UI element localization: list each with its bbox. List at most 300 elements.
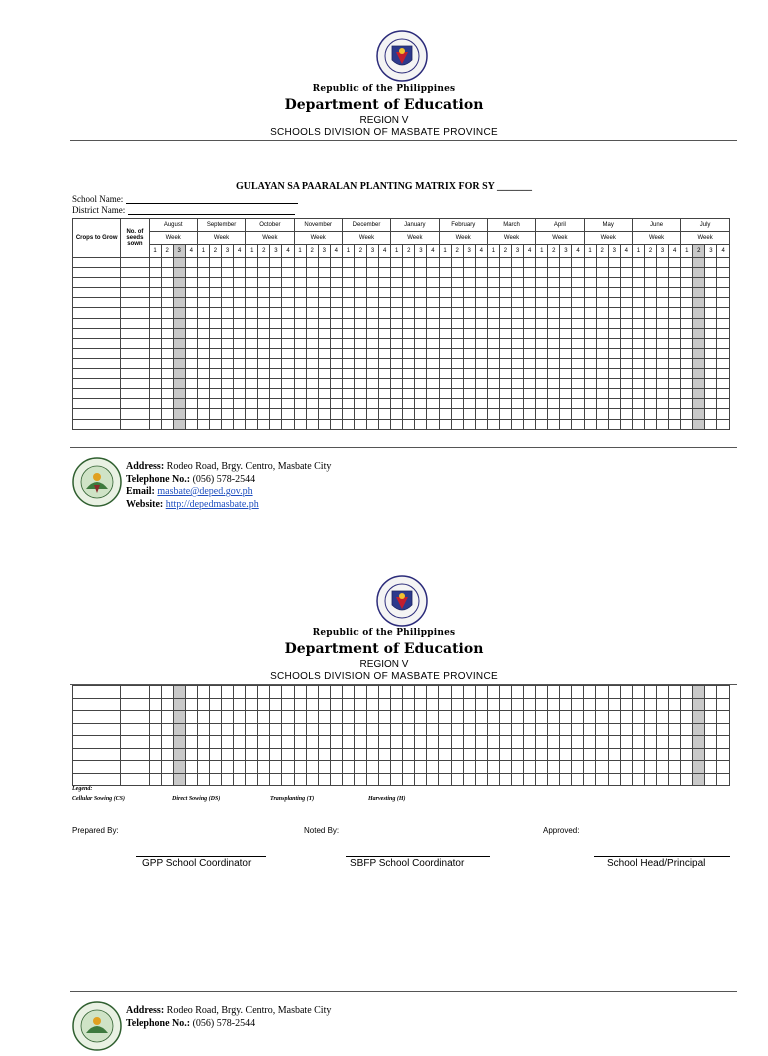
- week-cell[interactable]: [523, 686, 535, 699]
- week-cell[interactable]: [572, 338, 584, 348]
- week-cell[interactable]: [161, 748, 173, 761]
- week-cell[interactable]: [439, 328, 451, 338]
- week-cell[interactable]: [379, 409, 391, 419]
- week-cell[interactable]: [197, 773, 209, 786]
- week-cell[interactable]: [512, 298, 524, 308]
- week-cell[interactable]: [391, 711, 403, 724]
- week-cell[interactable]: [439, 348, 451, 358]
- week-cell[interactable]: [342, 318, 354, 328]
- week-cell[interactable]: [608, 723, 620, 736]
- week-cell[interactable]: [681, 711, 693, 724]
- week-cell[interactable]: [354, 711, 366, 724]
- week-cell[interactable]: [439, 409, 451, 419]
- week-cell[interactable]: [596, 686, 608, 699]
- week-cell[interactable]: [379, 748, 391, 761]
- week-cell[interactable]: [584, 736, 596, 749]
- week-cell[interactable]: [620, 773, 632, 786]
- week-cell[interactable]: [415, 318, 427, 328]
- week-cell[interactable]: [620, 298, 632, 308]
- week-cell[interactable]: [342, 268, 354, 278]
- week-cell[interactable]: [536, 338, 548, 348]
- week-cell[interactable]: [427, 389, 439, 399]
- week-cell[interactable]: [681, 773, 693, 786]
- week-cell[interactable]: [234, 686, 246, 699]
- week-cell[interactable]: [620, 358, 632, 368]
- week-cell[interactable]: [173, 348, 185, 358]
- week-cell[interactable]: [197, 736, 209, 749]
- week-cell[interactable]: [318, 419, 330, 429]
- week-cell[interactable]: [161, 338, 173, 348]
- week-cell[interactable]: [511, 723, 523, 736]
- week-cell[interactable]: [258, 288, 270, 298]
- week-cell[interactable]: [379, 278, 391, 288]
- week-cell[interactable]: [149, 379, 161, 389]
- seeds-cell[interactable]: [121, 698, 149, 711]
- week-cell[interactable]: [306, 298, 318, 308]
- week-cell[interactable]: [560, 761, 572, 774]
- week-cell[interactable]: [185, 711, 197, 724]
- week-cell[interactable]: [149, 308, 161, 318]
- week-cell[interactable]: [572, 773, 584, 786]
- week-cell[interactable]: [367, 358, 379, 368]
- week-cell[interactable]: [681, 338, 693, 348]
- week-cell[interactable]: [282, 348, 294, 358]
- week-cell[interactable]: [705, 328, 717, 338]
- week-cell[interactable]: [451, 711, 463, 724]
- week-cell[interactable]: [330, 369, 342, 379]
- week-cell[interactable]: [149, 389, 161, 399]
- week-cell[interactable]: [632, 358, 644, 368]
- week-cell[interactable]: [620, 338, 632, 348]
- week-cell[interactable]: [693, 258, 705, 268]
- week-cell[interactable]: [669, 268, 681, 278]
- week-cell[interactable]: [391, 389, 403, 399]
- week-cell[interactable]: [173, 328, 185, 338]
- week-cell[interactable]: [499, 686, 511, 699]
- week-cell[interactable]: [330, 409, 342, 419]
- week-cell[interactable]: [475, 308, 487, 318]
- week-cell[interactable]: [608, 698, 620, 711]
- week-cell[interactable]: [596, 288, 608, 298]
- week-cell[interactable]: [584, 258, 596, 268]
- week-cell[interactable]: [584, 773, 596, 786]
- week-cell[interactable]: [705, 369, 717, 379]
- week-cell[interactable]: [668, 711, 680, 724]
- week-cell[interactable]: [149, 773, 161, 786]
- week-cell[interactable]: [487, 748, 499, 761]
- district-name-field[interactable]: [128, 205, 295, 215]
- week-cell[interactable]: [681, 723, 693, 736]
- week-cell[interactable]: [270, 348, 282, 358]
- week-cell[interactable]: [572, 399, 584, 409]
- week-cell[interactable]: [282, 698, 294, 711]
- week-cell[interactable]: [511, 711, 523, 724]
- week-cell[interactable]: [705, 723, 717, 736]
- week-cell[interactable]: [185, 288, 197, 298]
- week-cell[interactable]: [608, 369, 620, 379]
- week-cell[interactable]: [524, 308, 536, 318]
- week-cell[interactable]: [367, 338, 379, 348]
- week-cell[interactable]: [644, 308, 656, 318]
- week-cell[interactable]: [632, 369, 644, 379]
- week-cell[interactable]: [572, 698, 584, 711]
- week-cell[interactable]: [499, 399, 511, 409]
- week-cell[interactable]: [487, 258, 499, 268]
- week-cell[interactable]: [246, 723, 258, 736]
- week-cell[interactable]: [463, 748, 475, 761]
- week-cell[interactable]: [427, 258, 439, 268]
- week-cell[interactable]: [403, 328, 415, 338]
- week-cell[interactable]: [149, 268, 161, 278]
- week-cell[interactable]: [185, 723, 197, 736]
- week-cell[interactable]: [681, 328, 693, 338]
- week-cell[interactable]: [644, 723, 656, 736]
- week-cell[interactable]: [693, 268, 705, 278]
- week-cell[interactable]: [584, 358, 596, 368]
- week-cell[interactable]: [463, 338, 475, 348]
- week-cell[interactable]: [608, 389, 620, 399]
- week-cell[interactable]: [536, 288, 548, 298]
- week-cell[interactable]: [185, 748, 197, 761]
- week-cell[interactable]: [717, 278, 730, 288]
- week-cell[interactable]: [536, 268, 548, 278]
- week-cell[interactable]: [367, 348, 379, 358]
- week-cell[interactable]: [632, 328, 644, 338]
- week-cell[interactable]: [608, 338, 620, 348]
- week-cell[interactable]: [536, 736, 548, 749]
- week-cell[interactable]: [657, 318, 669, 328]
- week-cell[interactable]: [475, 298, 487, 308]
- week-cell[interactable]: [318, 308, 330, 318]
- week-cell[interactable]: [572, 278, 584, 288]
- week-cell[interactable]: [536, 369, 548, 379]
- week-cell[interactable]: [523, 761, 535, 774]
- week-cell[interactable]: [548, 389, 560, 399]
- week-cell[interactable]: [584, 328, 596, 338]
- week-cell[interactable]: [330, 711, 342, 724]
- week-cell[interactable]: [415, 409, 427, 419]
- week-cell[interactable]: [149, 369, 161, 379]
- week-cell[interactable]: [620, 748, 632, 761]
- week-cell[interactable]: [270, 399, 282, 409]
- week-cell[interactable]: [669, 389, 681, 399]
- week-cell[interactable]: [560, 338, 572, 348]
- week-cell[interactable]: [620, 761, 632, 774]
- week-cell[interactable]: [342, 278, 354, 288]
- week-cell[interactable]: [475, 258, 487, 268]
- week-cell[interactable]: [246, 338, 258, 348]
- week-cell[interactable]: [330, 379, 342, 389]
- week-cell[interactable]: [560, 419, 572, 429]
- week-cell[interactable]: [524, 379, 536, 389]
- week-cell[interactable]: [427, 369, 439, 379]
- week-cell[interactable]: [705, 711, 717, 724]
- week-cell[interactable]: [342, 348, 354, 358]
- week-cell[interactable]: [318, 748, 330, 761]
- week-cell[interactable]: [258, 348, 270, 358]
- week-cell[interactable]: [161, 399, 173, 409]
- week-cell[interactable]: [391, 761, 403, 774]
- week-cell[interactable]: [463, 298, 475, 308]
- week-cell[interactable]: [330, 773, 342, 786]
- week-cell[interactable]: [548, 298, 560, 308]
- week-cell[interactable]: [524, 278, 536, 288]
- week-cell[interactable]: [270, 278, 282, 288]
- week-cell[interactable]: [548, 278, 560, 288]
- week-cell[interactable]: [149, 686, 161, 699]
- crop-cell[interactable]: [73, 278, 121, 288]
- week-cell[interactable]: [354, 389, 366, 399]
- week-cell[interactable]: [197, 338, 209, 348]
- week-cell[interactable]: [475, 761, 487, 774]
- week-cell[interactable]: [391, 369, 403, 379]
- week-cell[interactable]: [222, 399, 234, 409]
- week-cell[interactable]: [403, 711, 415, 724]
- week-cell[interactable]: [330, 318, 342, 328]
- week-cell[interactable]: [548, 318, 560, 328]
- week-cell[interactable]: [222, 748, 234, 761]
- week-cell[interactable]: [270, 358, 282, 368]
- week-cell[interactable]: [693, 723, 705, 736]
- week-cell[interactable]: [620, 308, 632, 318]
- week-cell[interactable]: [161, 736, 173, 749]
- crop-cell[interactable]: [73, 761, 121, 774]
- week-cell[interactable]: [246, 369, 258, 379]
- week-cell[interactable]: [354, 419, 366, 429]
- week-cell[interactable]: [439, 379, 451, 389]
- week-cell[interactable]: [258, 308, 270, 318]
- seeds-cell[interactable]: [121, 409, 149, 419]
- week-cell[interactable]: [294, 358, 306, 368]
- week-cell[interactable]: [524, 258, 536, 268]
- week-cell[interactable]: [705, 318, 717, 328]
- week-cell[interactable]: [512, 288, 524, 298]
- week-cell[interactable]: [427, 288, 439, 298]
- week-cell[interactable]: [608, 358, 620, 368]
- week-cell[interactable]: [246, 389, 258, 399]
- week-cell[interactable]: [560, 399, 572, 409]
- week-cell[interactable]: [657, 258, 669, 268]
- week-cell[interactable]: [548, 258, 560, 268]
- week-cell[interactable]: [403, 379, 415, 389]
- week-cell[interactable]: [173, 419, 185, 429]
- week-cell[interactable]: [306, 761, 318, 774]
- crop-cell[interactable]: [73, 358, 121, 368]
- week-cell[interactable]: [197, 723, 209, 736]
- week-cell[interactable]: [548, 419, 560, 429]
- week-cell[interactable]: [318, 399, 330, 409]
- week-cell[interactable]: [318, 258, 330, 268]
- week-cell[interactable]: [185, 338, 197, 348]
- week-cell[interactable]: [330, 268, 342, 278]
- week-cell[interactable]: [632, 298, 644, 308]
- week-cell[interactable]: [222, 308, 234, 318]
- week-cell[interactable]: [693, 409, 705, 419]
- week-cell[interactable]: [415, 338, 427, 348]
- week-cell[interactable]: [681, 318, 693, 328]
- week-cell[interactable]: [548, 308, 560, 318]
- week-cell[interactable]: [209, 308, 221, 318]
- week-cell[interactable]: [608, 419, 620, 429]
- week-cell[interactable]: [451, 348, 463, 358]
- week-cell[interactable]: [222, 298, 234, 308]
- week-cell[interactable]: [427, 348, 439, 358]
- week-cell[interactable]: [354, 399, 366, 409]
- week-cell[interactable]: [427, 338, 439, 348]
- week-cell[interactable]: [270, 698, 282, 711]
- week-cell[interactable]: [318, 328, 330, 338]
- week-cell[interactable]: [294, 698, 306, 711]
- week-cell[interactable]: [234, 328, 246, 338]
- week-cell[interactable]: [149, 761, 161, 774]
- week-cell[interactable]: [427, 723, 439, 736]
- week-cell[interactable]: [330, 278, 342, 288]
- week-cell[interactable]: [185, 761, 197, 774]
- week-cell[interactable]: [523, 711, 535, 724]
- week-cell[interactable]: [258, 389, 270, 399]
- week-cell[interactable]: [354, 698, 366, 711]
- week-cell[interactable]: [632, 409, 644, 419]
- week-cell[interactable]: [234, 318, 246, 328]
- week-cell[interactable]: [185, 409, 197, 419]
- week-cell[interactable]: [439, 761, 451, 774]
- week-cell[interactable]: [149, 288, 161, 298]
- week-cell[interactable]: [644, 389, 656, 399]
- week-cell[interactable]: [656, 711, 668, 724]
- week-cell[interactable]: [572, 723, 584, 736]
- week-cell[interactable]: [161, 723, 173, 736]
- week-cell[interactable]: [451, 698, 463, 711]
- week-cell[interactable]: [282, 419, 294, 429]
- week-cell[interactable]: [270, 723, 282, 736]
- week-cell[interactable]: [475, 686, 487, 699]
- week-cell[interactable]: [656, 686, 668, 699]
- seeds-cell[interactable]: [121, 761, 149, 774]
- week-cell[interactable]: [294, 278, 306, 288]
- week-cell[interactable]: [608, 773, 620, 786]
- week-cell[interactable]: [451, 328, 463, 338]
- week-cell[interactable]: [620, 328, 632, 338]
- week-cell[interactable]: [318, 773, 330, 786]
- week-cell[interactable]: [367, 379, 379, 389]
- week-cell[interactable]: [222, 268, 234, 278]
- week-cell[interactable]: [306, 338, 318, 348]
- week-cell[interactable]: [451, 389, 463, 399]
- week-cell[interactable]: [234, 389, 246, 399]
- week-cell[interactable]: [511, 748, 523, 761]
- seeds-cell[interactable]: [121, 348, 149, 358]
- week-cell[interactable]: [403, 278, 415, 288]
- week-cell[interactable]: [487, 358, 499, 368]
- week-cell[interactable]: [705, 379, 717, 389]
- week-cell[interactable]: [149, 298, 161, 308]
- week-cell[interactable]: [246, 773, 258, 786]
- week-cell[interactable]: [596, 268, 608, 278]
- week-cell[interactable]: [681, 268, 693, 278]
- week-cell[interactable]: [173, 308, 185, 318]
- week-cell[interactable]: [209, 399, 221, 409]
- week-cell[interactable]: [173, 258, 185, 268]
- week-cell[interactable]: [560, 711, 572, 724]
- week-cell[interactable]: [234, 409, 246, 419]
- week-cell[interactable]: [644, 711, 656, 724]
- week-cell[interactable]: [620, 389, 632, 399]
- week-cell[interactable]: [427, 308, 439, 318]
- week-cell[interactable]: [149, 258, 161, 268]
- week-cell[interactable]: [439, 389, 451, 399]
- week-cell[interactable]: [632, 748, 644, 761]
- email-link[interactable]: masbate@deped.gov.ph: [157, 486, 253, 497]
- seeds-cell[interactable]: [121, 748, 149, 761]
- week-cell[interactable]: [161, 369, 173, 379]
- week-cell[interactable]: [161, 318, 173, 328]
- week-cell[interactable]: [185, 379, 197, 389]
- week-cell[interactable]: [512, 318, 524, 328]
- week-cell[interactable]: [330, 258, 342, 268]
- week-cell[interactable]: [536, 389, 548, 399]
- week-cell[interactable]: [620, 409, 632, 419]
- week-cell[interactable]: [366, 723, 378, 736]
- week-cell[interactable]: [246, 748, 258, 761]
- week-cell[interactable]: [209, 348, 221, 358]
- week-cell[interactable]: [330, 389, 342, 399]
- week-cell[interactable]: [693, 686, 705, 699]
- week-cell[interactable]: [379, 288, 391, 298]
- week-cell[interactable]: [584, 318, 596, 328]
- week-cell[interactable]: [415, 288, 427, 298]
- week-cell[interactable]: [705, 773, 717, 786]
- week-cell[interactable]: [632, 399, 644, 409]
- week-cell[interactable]: [173, 288, 185, 298]
- week-cell[interactable]: [487, 318, 499, 328]
- week-cell[interactable]: [475, 711, 487, 724]
- week-cell[interactable]: [318, 736, 330, 749]
- week-cell[interactable]: [669, 379, 681, 389]
- week-cell[interactable]: [258, 369, 270, 379]
- week-cell[interactable]: [548, 268, 560, 278]
- week-cell[interactable]: [185, 328, 197, 338]
- week-cell[interactable]: [668, 723, 680, 736]
- week-cell[interactable]: [379, 348, 391, 358]
- week-cell[interactable]: [294, 409, 306, 419]
- week-cell[interactable]: [258, 723, 270, 736]
- week-cell[interactable]: [512, 328, 524, 338]
- week-cell[interactable]: [246, 736, 258, 749]
- week-cell[interactable]: [536, 419, 548, 429]
- week-cell[interactable]: [258, 419, 270, 429]
- seeds-cell[interactable]: [121, 736, 149, 749]
- week-cell[interactable]: [294, 736, 306, 749]
- week-cell[interactable]: [487, 409, 499, 419]
- week-cell[interactable]: [258, 298, 270, 308]
- week-cell[interactable]: [487, 711, 499, 724]
- week-cell[interactable]: [705, 698, 717, 711]
- week-cell[interactable]: [669, 419, 681, 429]
- week-cell[interactable]: [657, 369, 669, 379]
- week-cell[interactable]: [367, 298, 379, 308]
- week-cell[interactable]: [681, 698, 693, 711]
- week-cell[interactable]: [499, 409, 511, 419]
- week-cell[interactable]: [427, 358, 439, 368]
- week-cell[interactable]: [693, 278, 705, 288]
- week-cell[interactable]: [705, 348, 717, 358]
- week-cell[interactable]: [463, 419, 475, 429]
- week-cell[interactable]: [705, 419, 717, 429]
- week-cell[interactable]: [669, 358, 681, 368]
- week-cell[interactable]: [584, 419, 596, 429]
- week-cell[interactable]: [657, 338, 669, 348]
- week-cell[interactable]: [197, 748, 209, 761]
